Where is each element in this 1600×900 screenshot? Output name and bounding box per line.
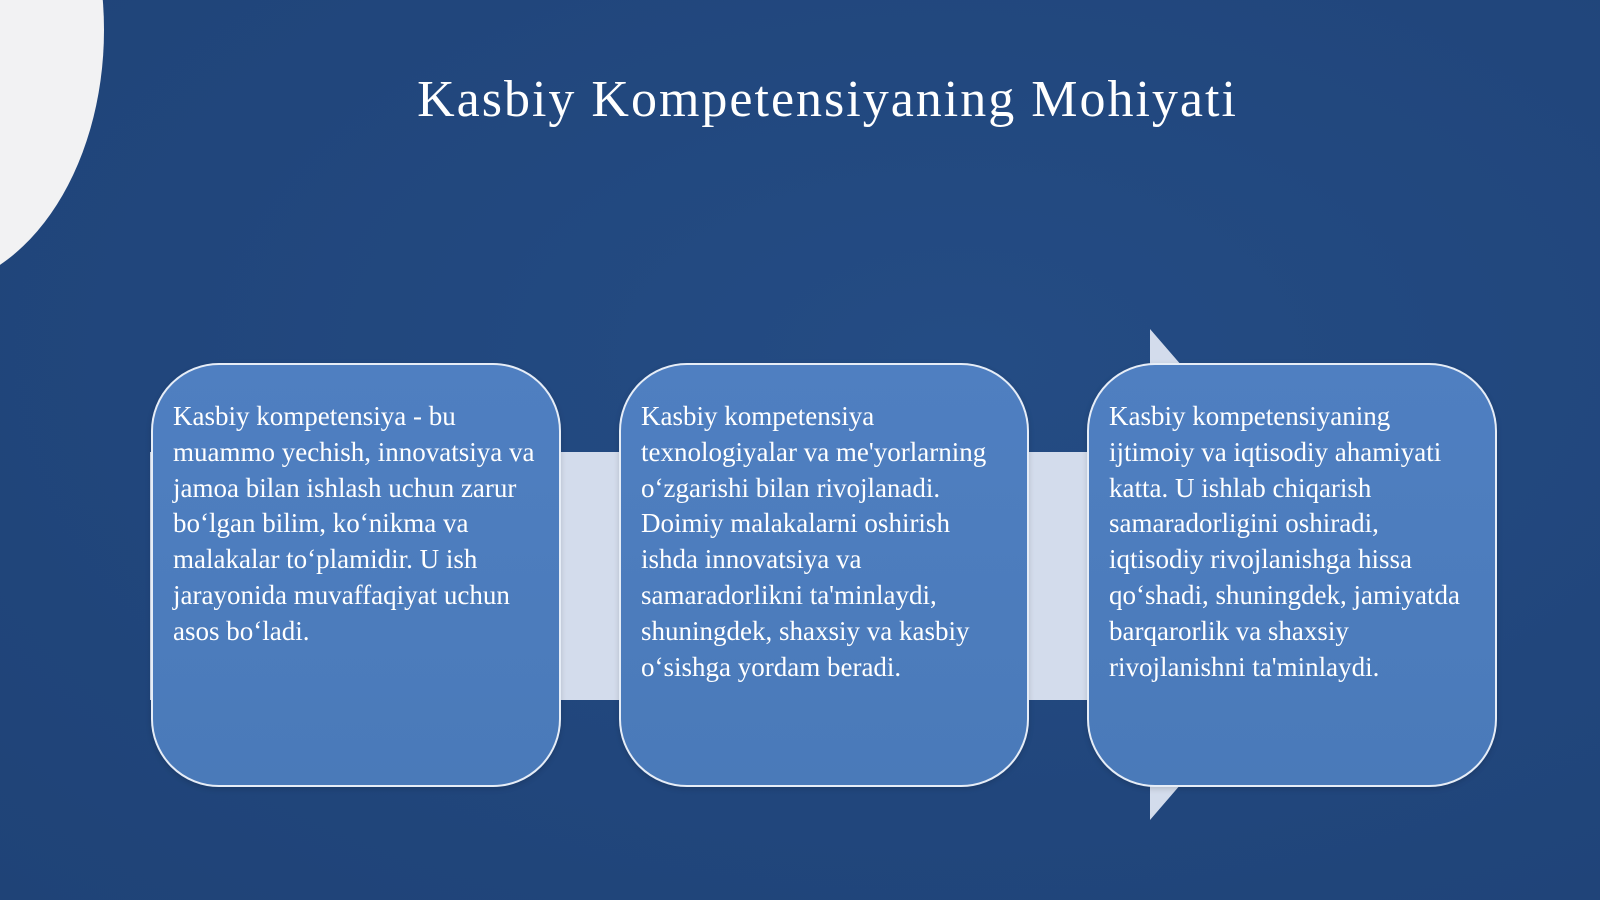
process-step-1: [151, 363, 561, 787]
process-step-3: [1087, 363, 1497, 787]
process-step-1-text: Kasbiy kompetensiya - bu muammo yechish, innovatsiya va jamoa bilan ishlash uchun zarur bo‘lgan bilim, ko‘nikma va malakalar to‘plamidir. U ish jarayonida muvaffaqiyat uchun asos bo‘ladi.: [173, 401, 535, 646]
process-step-3-text: Kasbiy kompetensiyaning ijtimoiy va iqtisodiy ahamiyati katta. U ishlab chiqarish samaradorligini oshiradi, iqtisodiy rivojlanishga hissa qo‘shadi, shuningdek, jamiyatda barqarorlik va shaxsiy rivojlanishni ta'minlaydi.: [1109, 401, 1460, 682]
slide-title: Kasbiy Kompetensiyaning Mohiyati: [417, 71, 1238, 128]
process-step-2: [619, 363, 1029, 787]
process-step-2-text: Kasbiy kompetensiya texnologiyalar va me'yorlarning o‘zgarishi bilan rivojlanadi. Doimiy malakalarni oshirish ishda innovatsiya va samaradorlikni ta'minlaydi, shuningdek, shaxsiy va kasbiy o‘sishga yordam beradi.: [641, 401, 987, 682]
